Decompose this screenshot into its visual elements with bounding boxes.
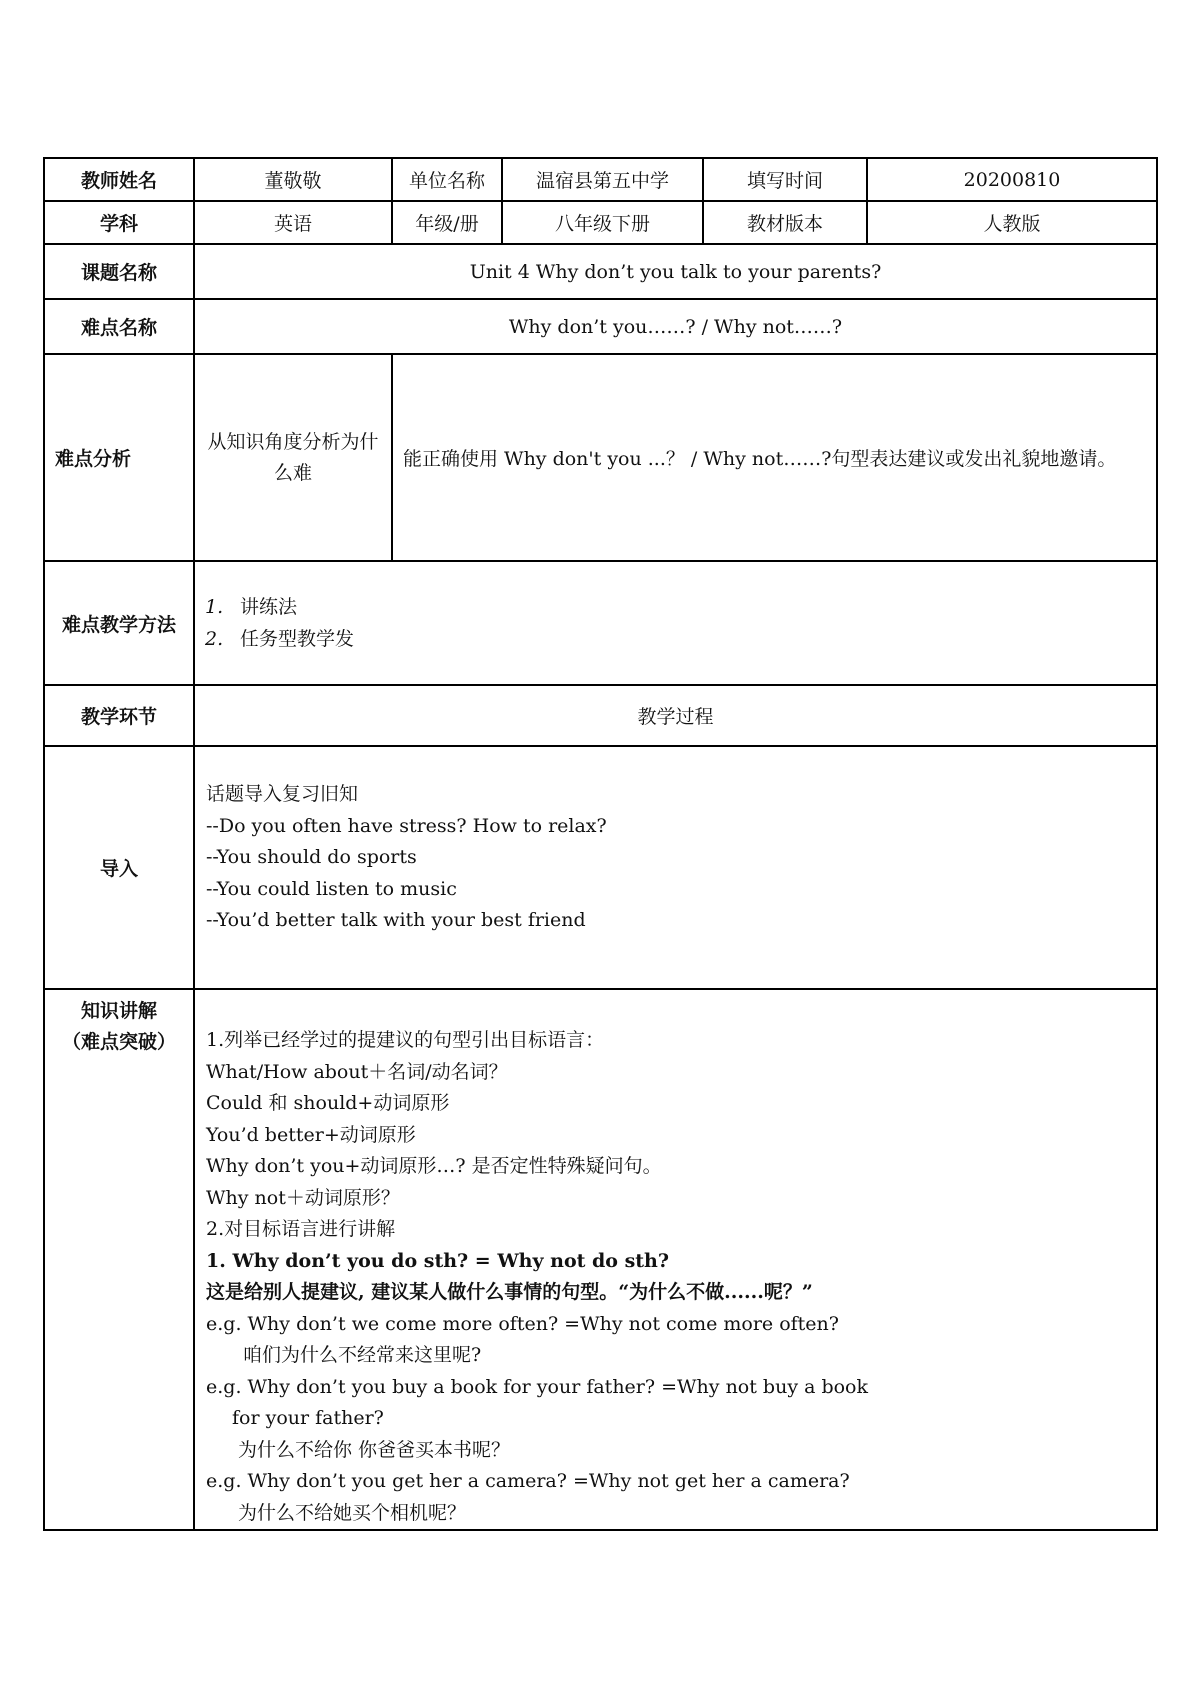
intro-cell <box>194 746 1157 989</box>
date-label: 填写时间 <box>703 158 867 201</box>
process-label: 教学过程 <box>194 685 1157 746</box>
knowledge-sub-label: （难点突破） <box>61 1031 176 1053</box>
topic-label: 课题名称 <box>44 244 194 299</box>
analysis-value: 能正确使用 Why don't you ...？ / Why not……?句型表达建议或发出礼貌地邀请。 <box>392 354 1157 561</box>
knowledge-line: e.g. Why don’t you buy a book for your father? =Why not buy a book <box>206 1375 869 1398</box>
method-cell <box>194 561 1157 685</box>
intro-line: --You should do sports <box>206 846 417 868</box>
knowledge-line: 为什么不给你 你爸爸买本书呢？ <box>238 1438 511 1461</box>
difficulty-row <box>44 299 1157 354</box>
grade-value: 八年级下册 <box>502 201 703 244</box>
teacher-label: 教师姓名 <box>44 158 194 201</box>
knowledge-line: Why don’t you+动词原形…? 是否定性特殊疑问句。 <box>206 1155 662 1177</box>
knowledge-cell <box>194 989 1157 1530</box>
knowledge-line: 咱们为什么不经常来这里呢? <box>243 1344 482 1366</box>
knowledge-label: 知识讲解 <box>80 1000 157 1022</box>
knowledge-line: 这是给别人提建议, 建议某人做什么事情的句型。“为什么不做......呢？” <box>206 1281 813 1303</box>
knowledge-row <box>44 989 1157 1530</box>
knowledge-line: What/How about＋名词/动名词？ <box>206 1060 508 1083</box>
header-row-1 <box>44 158 1157 201</box>
subject-label: 学科 <box>44 201 194 244</box>
method-label: 难点教学方法 <box>44 561 194 685</box>
date-value: 20200810 <box>867 158 1157 201</box>
process-header-row <box>44 685 1157 746</box>
unit-value: 温宿县第五中学 <box>502 158 703 201</box>
difficulty-label: 难点名称 <box>44 299 194 354</box>
knowledge-line: 2.对目标语言进行讲解 <box>206 1218 396 1240</box>
knowledge-line: Could 和 should+动词原形 <box>206 1092 450 1114</box>
intro-line: --You’d better talk with your best friend <box>206 909 586 931</box>
grade-label: 年级/册 <box>392 201 502 244</box>
knowledge-line: e.g. Why don’t we come more often? =Why not come more often? <box>206 1312 839 1335</box>
difficulty-value: Why don’t you……? / Why not……? <box>194 299 1157 354</box>
knowledge-line: You’d better+动词原形 <box>206 1123 416 1146</box>
analysis-row <box>44 354 1157 561</box>
intro-line: --You could listen to music <box>206 877 457 900</box>
edition-label: 教材版本 <box>703 201 867 244</box>
knowledge-line: 1.列举已经学过的提建议的句型引出目标语言： <box>206 1029 605 1051</box>
subject-value: 英语 <box>194 201 392 244</box>
knowledge-line: e.g. Why don’t you get her a camera? =Why not get her a camera? <box>206 1470 850 1492</box>
process-stage-label: 教学环节 <box>44 685 194 746</box>
topic-value: Unit 4 Why don’t you talk to your parents? <box>194 244 1157 299</box>
method-item: 1. 讲练法 <box>205 596 298 618</box>
intro-line: --Do you often have stress? How to relax? <box>206 814 607 837</box>
teacher-value: 董敬敬 <box>194 158 392 201</box>
analysis-sub-label: 从知识角度分析为什么难 <box>207 430 379 484</box>
header-row-2 <box>44 201 1157 244</box>
edition-value: 人教版 <box>867 201 1157 244</box>
method-item: 2. 任务型教学发 <box>205 628 355 650</box>
lesson-plan-page <box>43 157 1156 1531</box>
knowledge-line: Why not＋动词原形？ <box>206 1186 400 1209</box>
unit-label: 单位名称 <box>392 158 502 201</box>
intro-row <box>44 746 1157 989</box>
knowledge-label-cell <box>44 989 194 1530</box>
knowledge-content <box>195 1025 1156 1529</box>
method-list <box>195 591 1156 655</box>
intro-content <box>195 779 1156 937</box>
knowledge-line: 1. Why don’t you do sth? = Why not do sth? <box>206 1249 669 1272</box>
knowledge-line: for your father? <box>232 1407 384 1429</box>
topic-row <box>44 244 1157 299</box>
analysis-sub-cell <box>194 354 392 561</box>
lesson-plan-table <box>43 157 1158 1531</box>
intro-label: 导入 <box>44 746 194 989</box>
intro-line: 话题导入复习旧知 <box>206 783 359 805</box>
method-row <box>44 561 1157 685</box>
knowledge-line: 为什么不给她买个相机呢？ <box>238 1501 467 1524</box>
analysis-label: 难点分析 <box>44 354 194 561</box>
